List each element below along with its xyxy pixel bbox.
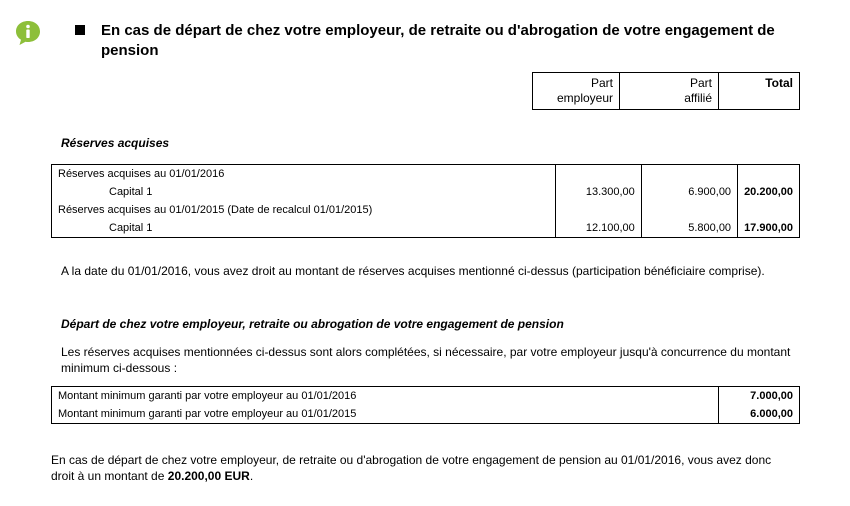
departure-section-title: Départ de chez votre employeur, retraite ou abrogation de votre engagement de pension <box>61 317 564 331</box>
total-value <box>738 201 800 219</box>
employer-value <box>556 165 641 184</box>
affiliate-header-line1: Part <box>689 76 712 90</box>
employer-share-header <box>533 73 620 110</box>
row-label: Réserves acquises au 01/01/2016 <box>52 165 556 184</box>
row-label: Capital 1 <box>52 219 556 238</box>
column-header-table <box>532 72 800 110</box>
row-label: Réserves acquises au 01/01/2015 (Date de recalcul 01/01/2015) <box>52 201 556 219</box>
employer-header-line2: employeur <box>556 91 613 105</box>
reserves-note: A la date du 01/01/2016, vous avez droit au montant de réserves acquises mentionné ci-dessus (participation bénéficiaire comprise). <box>61 264 765 278</box>
heading-bullet <box>75 25 85 35</box>
table-row <box>52 201 800 219</box>
total-value: 20.200,00 <box>738 183 800 201</box>
conclusion-text: En cas de départ de chez votre employeur, de retraite ou d'abrogation de votre engagement de pension au 01/01/2016, vous avez donc droit à un montant de <box>51 453 772 483</box>
affiliate-value: 5.800,00 <box>641 219 737 238</box>
departure-intro: Les réserves acquises mentionnées ci-dessus sont alors complétées, si nécessaire, par votre employeur jusqu'à concurrence du montant minimum ci-dessous : <box>61 345 791 375</box>
affiliate-header-line2: affilié <box>684 91 712 105</box>
table-row <box>52 387 800 406</box>
reserves-table <box>51 164 800 238</box>
affiliate-value: 6.900,00 <box>641 183 737 201</box>
employer-value <box>556 201 641 219</box>
reserves-section-title: Réserves acquises <box>61 136 170 150</box>
total-value: 17.900,00 <box>738 219 800 238</box>
table-row <box>52 183 800 201</box>
affiliate-value <box>641 201 737 219</box>
row-label: Capital 1 <box>52 183 556 201</box>
table-row <box>52 165 800 184</box>
row-label: Montant minimum garanti par votre employeur au 01/01/2015 <box>52 405 719 424</box>
total-header: Total <box>719 73 800 110</box>
minimum-guarantee-table <box>51 386 800 424</box>
table-row <box>52 405 800 424</box>
info-speech-bubble-icon <box>15 20 41 46</box>
minimum-value: 6.000,00 <box>719 405 800 424</box>
employer-header-line1: Part <box>590 76 613 90</box>
affiliate-share-header <box>620 73 719 110</box>
row-label: Montant minimum garanti par votre employeur au 01/01/2016 <box>52 387 719 406</box>
affiliate-value <box>641 165 737 184</box>
minimum-value: 7.000,00 <box>719 387 800 406</box>
employer-value: 12.100,00 <box>556 219 641 238</box>
conclusion-end: . <box>249 469 254 483</box>
section-heading: En cas de départ de chez votre employeur, de retraite ou d'abrogation de votre engagement de pension <box>101 22 775 59</box>
table-row <box>52 219 800 238</box>
total-value <box>738 165 800 184</box>
conclusion-paragraph <box>51 452 791 484</box>
employer-value: 13.300,00 <box>556 183 641 201</box>
conclusion-amount: 20.200,00 EUR <box>167 469 250 483</box>
